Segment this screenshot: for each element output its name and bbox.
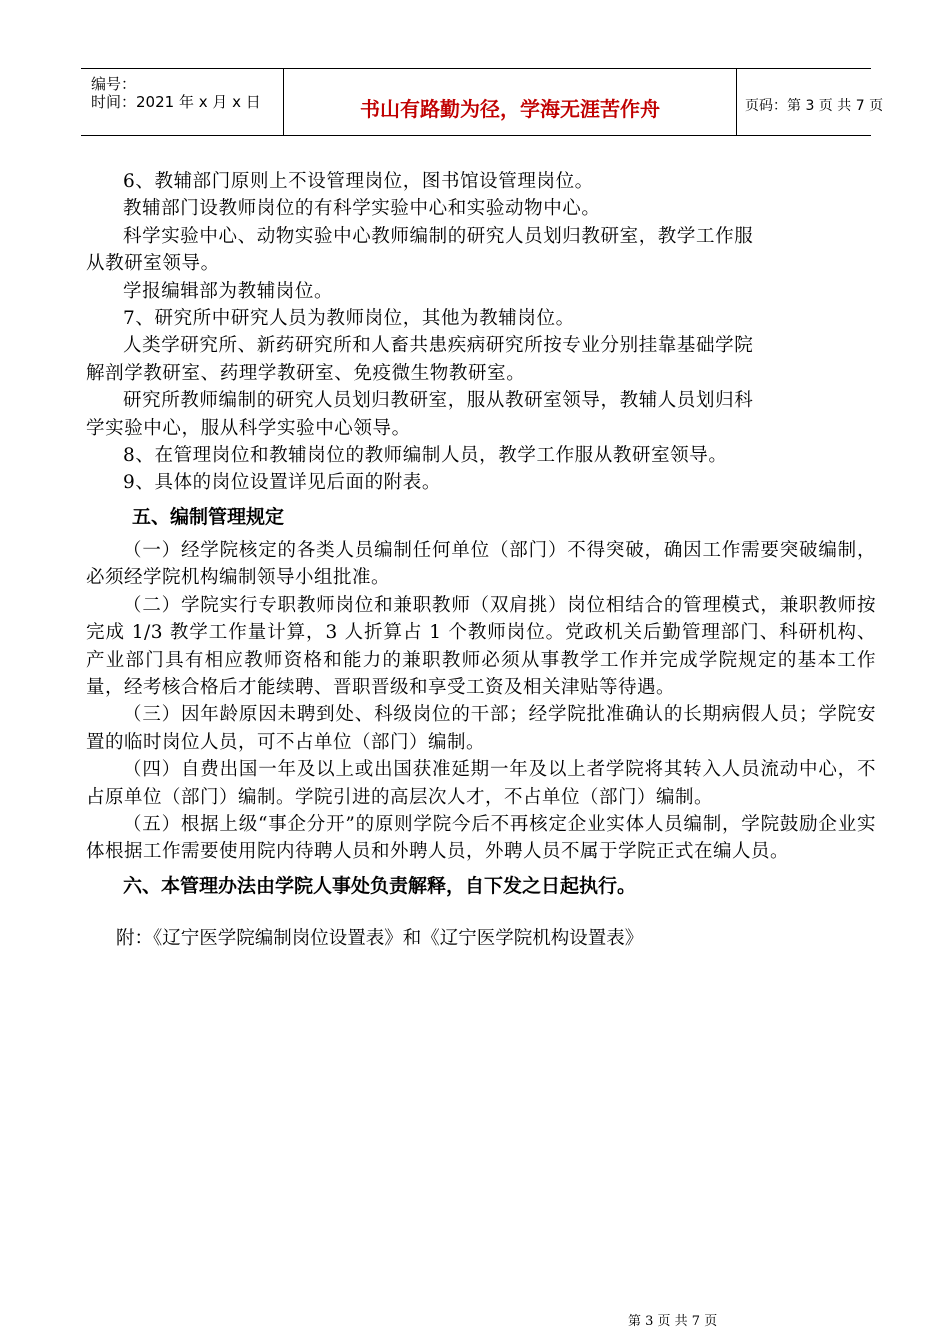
section-6-heading: 六、本管理办法由学院人事处负责解释，自下发之日起执行。 [123,874,637,897]
section-5-paragraph: （五）根据上级“事企分开”的原则学院今后不再核定企业实体人员编制，学院鼓励企业实体根据工作需要使用院内待聘人员和外聘人员，外聘人员不属于学院正式在编人员。 [86,813,876,863]
date-label: 时间：2021 年 x 月 x 日 [91,93,261,111]
body-line: 7、研究所中研究人员为教师岗位，其他为教辅岗位。 [123,308,575,330]
body-line: 8、在管理岗位和教辅岗位的教师编制人员，教学工作服从教研室领导。 [123,445,728,467]
appendix-note: 附：《辽宁医学院编制岗位设置表》和《辽宁医学院机构设置表》 [116,927,644,949]
header-page-cell [737,69,884,135]
body-line: 9、具体的岗位设置详见后面的附表。 [123,472,441,494]
body-line: 学实验中心，服从科学实验中心领导。 [86,417,411,439]
body-line: 解剖学教研室、药理学教研室、免疫微生物教研室。 [86,362,526,384]
section-5-paragraph: （一）经学院核定的各类人员编制任何单位（部门）不得突破，确因工作需要突破编制，必须经学院机构编制领导小组批准。 [86,539,876,589]
section-5-paragraph: （四）自费出国一年及以上或出国获准延期一年及以上者学院将其转入人员流动中心，不占原单位（部门）编制。学院引进的高层次人才，不占单位（部门）编制。 [86,759,876,808]
body-line: 研究所教师编制的研究人员划归教研室，服从教研室领导，教辅人员划归科 [123,390,754,412]
body-line: 学报编辑部为教辅岗位。 [123,280,334,302]
document-header [81,68,884,136]
document-body [86,168,876,950]
section-5-heading: 五、编制管理规定 [132,505,285,528]
body-line: 人类学研究所、新药研究所和人畜共患疾病研究所按专业分别挂靠基础学院 [123,335,754,357]
header-meta-cell [81,69,284,135]
page-number-label: 页码：第 3 页 共 7 页 [745,98,884,114]
header-motto-cell [284,69,737,135]
serial-number-label: 编号： [91,75,137,93]
body-line: 教辅部门设教师岗位的有科学实验中心和实验动物中心。 [123,198,601,220]
section-5-paragraph: （三）因年龄原因未聘到处、科级岗位的干部；经学院批准确认的长期病假人员；学院安置的临时岗位人员，可不占单位（部门）编制。 [86,704,876,753]
page-footer: 第 3 页 共 7 页 [628,1314,718,1329]
body-line: 科学实验中心、动物实验中心教师编制的研究人员划归教研室，教学工作服 [123,225,754,247]
body-line: 从教研室领导。 [86,253,220,275]
section-5-paragraph: （二）学院实行专职教师岗位和兼职教师（双肩挑）岗位相结合的管理模式，兼职教师按完成 1/3 教学工作量计算，3 人折算占 1 个教师岗位。党政机关后勤管理部门、科研机构、产业部门具有相应教师资格和能力的兼职教师必须从事教学工作并完成学院规定的基本工作量，经考核合格后才能续聘、晋职晋级和享受工资及相关津贴等待遇。 [86,594,876,698]
motto-text: 书山有路勤为径，学海无涯苦作舟 [360,97,660,121]
body-line: 6、教辅部门原则上不设管理岗位，图书馆设管理岗位。 [123,171,594,192]
